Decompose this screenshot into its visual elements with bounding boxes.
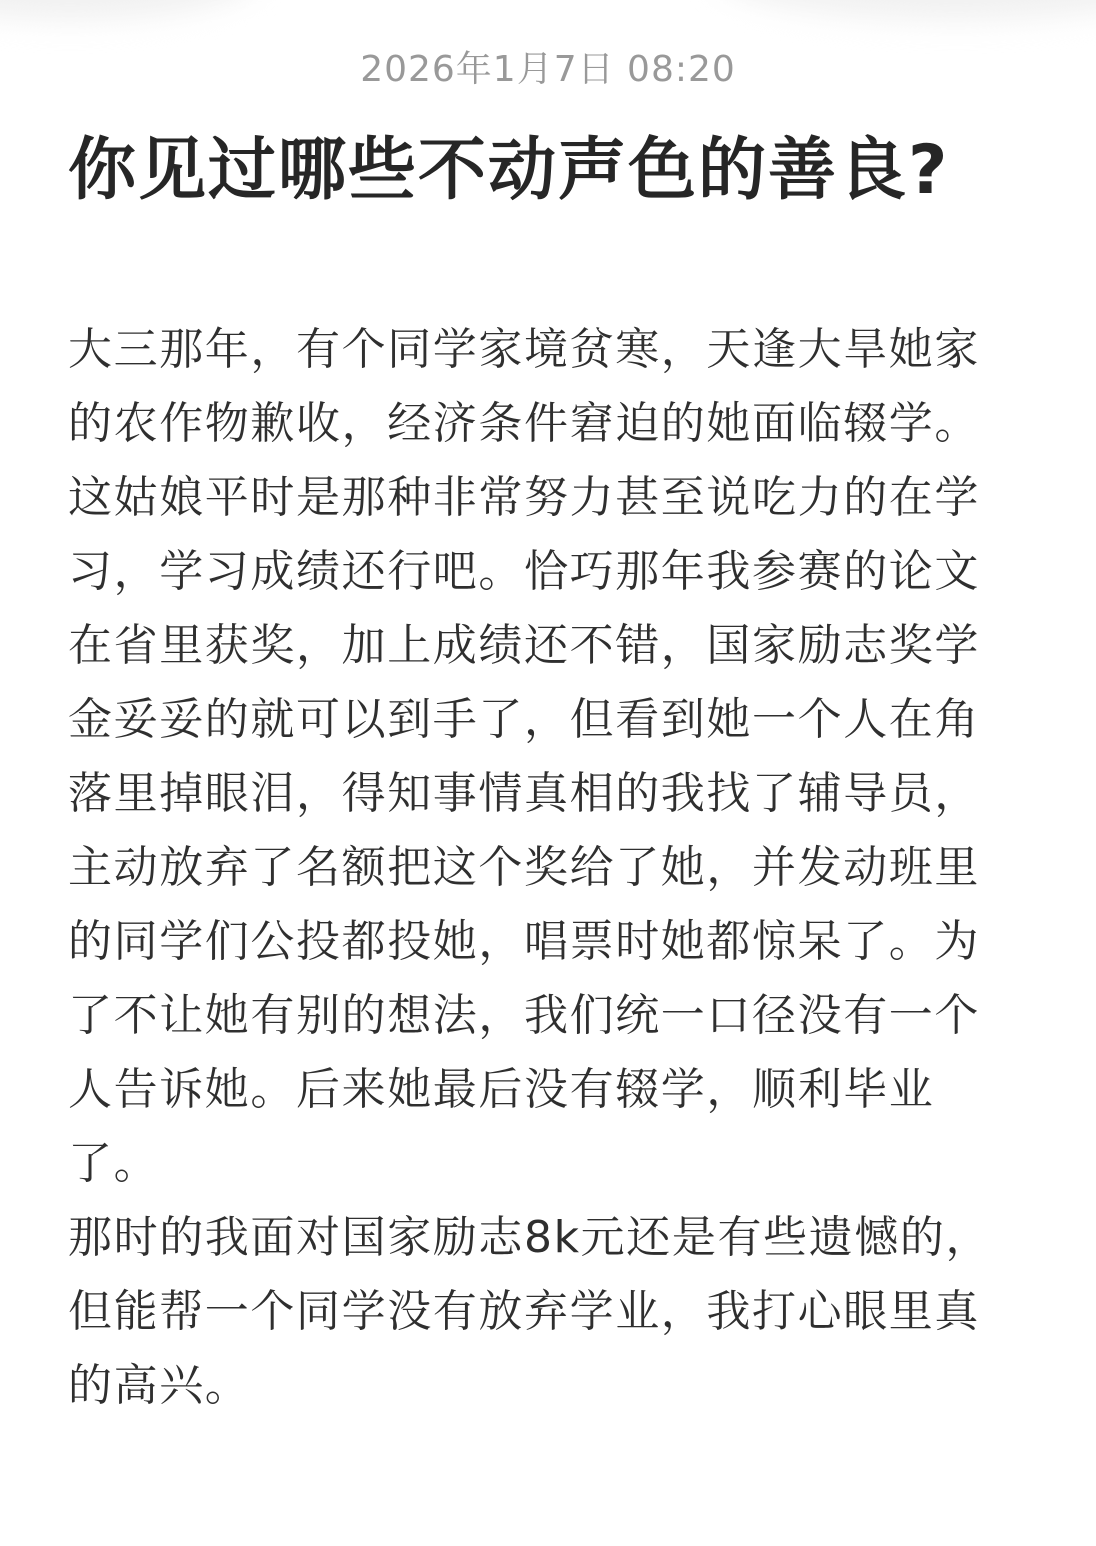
text-line: 那时的我面对国家励志8k元还是有些遗憾的， <box>68 1212 992 1263</box>
text-line: 在省里获奖，加上成绩还不错，国家励志奖学 <box>68 620 980 671</box>
text-line: 这姑娘平时是那种非常努力甚至说吃力的在学 <box>68 472 980 523</box>
text-line: 习，学习成绩还行吧。恰巧那年我参赛的论文 <box>68 546 980 597</box>
article-title: 你见过哪些不动声色的善良? <box>68 131 950 210</box>
text-line: 大三那年，有个同学家境贫寒，天逢大旱她家 <box>68 324 980 375</box>
text-line: 落里掉眼泪，得知事情真相的我找了辅导员， <box>68 768 980 819</box>
top-decoration <box>716 0 1096 20</box>
text-line: 但能帮一个同学没有放弃学业，我打心眼里真 <box>68 1286 980 1337</box>
text-line: 的同学们公投都投她，唱票时她都惊呆了。为 <box>68 916 980 967</box>
text-line: 的农作物歉收，经济条件窘迫的她面临辍学。 <box>68 398 980 449</box>
paragraph <box>68 313 1028 1201</box>
text-line: 金妥妥的就可以到手了，但看到她一个人在角 <box>68 694 980 745</box>
post-timestamp: 2026年1月7日 08:20 <box>360 49 736 90</box>
text-line: 人告诉她。后来她最后没有辍学，顺利毕业 <box>68 1064 935 1115</box>
top-decoration <box>0 0 260 20</box>
paragraph <box>68 1201 1028 1423</box>
text-line: 了。 <box>68 1138 160 1189</box>
text-line: 主动放弃了名额把这个奖给了她，并发动班里 <box>68 842 980 893</box>
article-body <box>68 313 1028 1423</box>
text-line: 的高兴。 <box>68 1360 251 1411</box>
text-line: 了不让她有别的想法，我们统一口径没有一个 <box>68 990 980 1041</box>
